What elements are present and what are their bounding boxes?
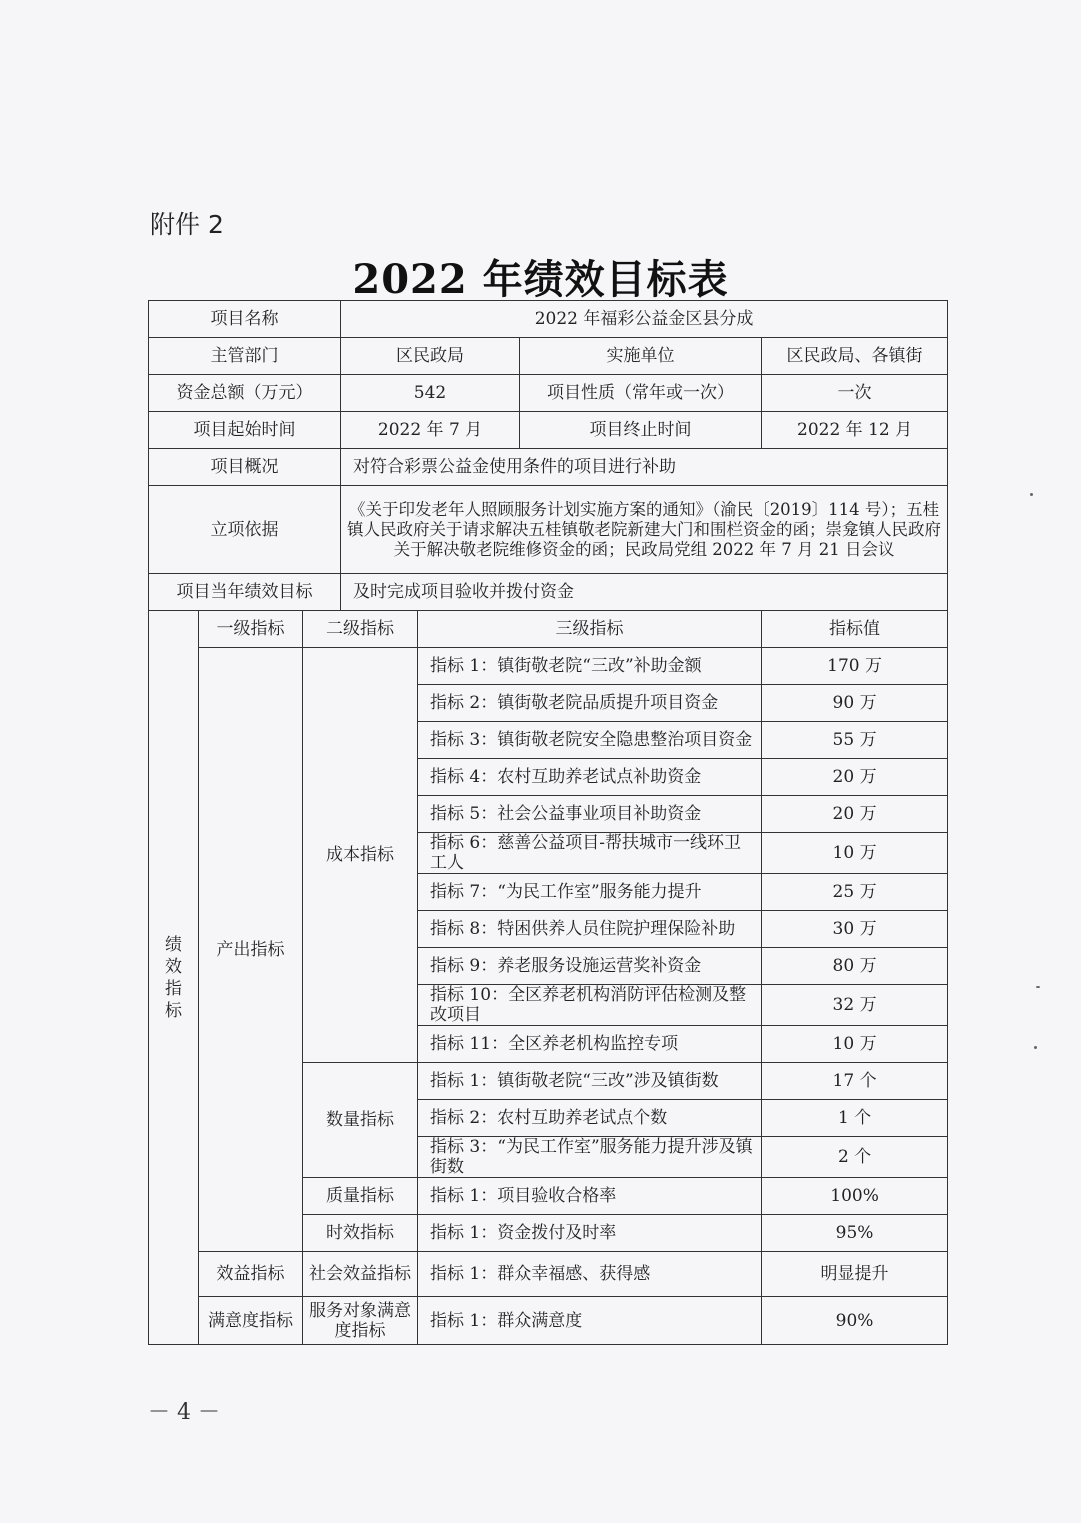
row-time xyxy=(149,412,948,449)
scan-speck xyxy=(1030,493,1033,496)
label-cell: 项目起始时间 xyxy=(149,412,341,449)
end-value: 2022 年 12 月 xyxy=(762,412,948,449)
nature-value: 一次 xyxy=(762,375,948,412)
table-row xyxy=(149,1252,948,1297)
indicator-value: 20 万 xyxy=(762,796,948,833)
attachment-label: 附件 2 xyxy=(150,210,224,239)
indicator-header-row xyxy=(149,611,948,648)
indicator-value: 100% xyxy=(762,1178,948,1215)
indicator-value: 170 万 xyxy=(762,648,948,685)
row-goal xyxy=(149,574,948,611)
indicator-value: 17 个 xyxy=(762,1063,948,1100)
indicator-value: 2 个 xyxy=(762,1137,948,1178)
indicator-name: 指标 1：镇街敬老院“三改”涉及镇街数 xyxy=(418,1063,762,1100)
indicator-name: 指标 3：镇街敬老院安全隐患整治项目资金 xyxy=(418,722,762,759)
indicator-name: 指标 1：镇街敬老院“三改”补助金额 xyxy=(418,648,762,685)
start-value: 2022 年 7 月 xyxy=(341,412,520,449)
indicator-name: 指标 1：群众幸福感、获得感 xyxy=(418,1252,762,1297)
row-project-name xyxy=(149,301,948,338)
label-cell: 项目概况 xyxy=(149,449,341,486)
row-dept xyxy=(149,338,948,375)
satisfaction-indicator-label: 满意度指标 xyxy=(199,1297,303,1345)
row-funds xyxy=(149,375,948,412)
indicator-value: 1 个 xyxy=(762,1100,948,1137)
indicator-name: 指标 2：农村互助养老试点个数 xyxy=(418,1100,762,1137)
indicator-name: 指标 4：农村互助养老试点补助资金 xyxy=(418,759,762,796)
indicator-value: 明显提升 xyxy=(762,1252,948,1297)
indicator-name: 指标 1：群众满意度 xyxy=(418,1297,762,1345)
benefit-indicator-label: 效益指标 xyxy=(199,1252,303,1297)
indicator-value: 30 万 xyxy=(762,911,948,948)
label-cell: 项目当年绩效目标 xyxy=(149,574,341,611)
indicator-name: 指标 7：“为民工作室”服务能力提升 xyxy=(418,874,762,911)
indicator-value: 32 万 xyxy=(762,985,948,1026)
col-header: 指标值 xyxy=(762,611,948,648)
indicator-value: 90% xyxy=(762,1297,948,1345)
indicator-value: 90 万 xyxy=(762,685,948,722)
indicator-value: 20 万 xyxy=(762,759,948,796)
overview-value: 对符合彩票公益金使用条件的项目进行补助 xyxy=(341,449,948,486)
performance-table xyxy=(148,300,948,1345)
indicator-value: 80 万 xyxy=(762,948,948,985)
label-cell: 项目终止时间 xyxy=(520,412,762,449)
col-header: 三级指标 xyxy=(418,611,762,648)
indicator-name: 指标 6：慈善公益项目-帮扶城市一线环卫工人 xyxy=(418,833,762,874)
indicator-section-label xyxy=(149,611,199,1345)
indicator-name: 指标 10：全区养老机构消防评估检测及整改项目 xyxy=(418,985,762,1026)
label-cell: 项目名称 xyxy=(149,301,341,338)
page-number: － 4 － xyxy=(148,1400,220,1425)
indicator-value: 55 万 xyxy=(762,722,948,759)
row-overview xyxy=(149,449,948,486)
row-basis xyxy=(149,486,948,574)
indicator-name: 指标 1：项目验收合格率 xyxy=(418,1178,762,1215)
page-title: 2022 年绩效目标表 xyxy=(352,256,729,303)
indicator-name: 指标 9：养老服务设施运营奖补资金 xyxy=(418,948,762,985)
project-name: 2022 年福彩公益金区县分成 xyxy=(341,301,948,338)
goal-value: 及时完成项目验收并拨付资金 xyxy=(341,574,948,611)
indicator-value: 25 万 xyxy=(762,874,948,911)
scan-speck xyxy=(1034,1046,1037,1049)
cost-indicator-label: 成本指标 xyxy=(303,648,418,1063)
indicator-name: 指标 8：特困供养人员住院护理保险补助 xyxy=(418,911,762,948)
indicator-value: 10 万 xyxy=(762,833,948,874)
indicator-name: 指标 11：全区养老机构监控专项 xyxy=(418,1026,762,1063)
indicator-value: 10 万 xyxy=(762,1026,948,1063)
label-cell: 立项依据 xyxy=(149,486,341,574)
col-header: 一级指标 xyxy=(199,611,303,648)
label-cell: 主管部门 xyxy=(149,338,341,375)
service-satisfaction-label: 服务对象满意度指标 xyxy=(303,1297,418,1345)
time-indicator-label: 时效指标 xyxy=(303,1215,418,1252)
col-header: 二级指标 xyxy=(303,611,418,648)
unit-value: 区民政局、各镇街 xyxy=(762,338,948,375)
scan-speck xyxy=(1036,986,1040,988)
indicator-section-text: 绩效指标 xyxy=(165,934,182,1021)
indicator-value: 95% xyxy=(762,1215,948,1252)
basis-value: 《关于印发老年人照顾服务计划实施方案的通知》（渝民〔2019〕114 号）；五桂镇人民政府关于请求解决五桂镇敬老院新建大门和围栏资金的函；崇龛镇人民政府关于解决敬老院维修资金的函；民政局党组 2022 年 7 月 21 日会议 xyxy=(341,486,948,574)
indicator-name: 指标 3：“为民工作室”服务能力提升涉及镇街数 xyxy=(418,1137,762,1178)
indicator-name: 指标 5：社会公益事业项目补助资金 xyxy=(418,796,762,833)
label-cell: 实施单位 xyxy=(520,338,762,375)
social-benefit-label: 社会效益指标 xyxy=(303,1252,418,1297)
output-indicator-label: 产出指标 xyxy=(199,648,303,1252)
quality-indicator-label: 质量指标 xyxy=(303,1178,418,1215)
table-row xyxy=(149,1297,948,1345)
indicator-name: 指标 1：资金拨付及时率 xyxy=(418,1215,762,1252)
table-row xyxy=(149,648,948,685)
dept-value: 区民政局 xyxy=(341,338,520,375)
label-cell: 资金总额（万元） xyxy=(149,375,341,412)
indicator-name: 指标 2：镇街敬老院品质提升项目资金 xyxy=(418,685,762,722)
label-cell: 项目性质（常年或一次） xyxy=(520,375,762,412)
funds-value: 542 xyxy=(341,375,520,412)
quantity-indicator-label: 数量指标 xyxy=(303,1063,418,1178)
